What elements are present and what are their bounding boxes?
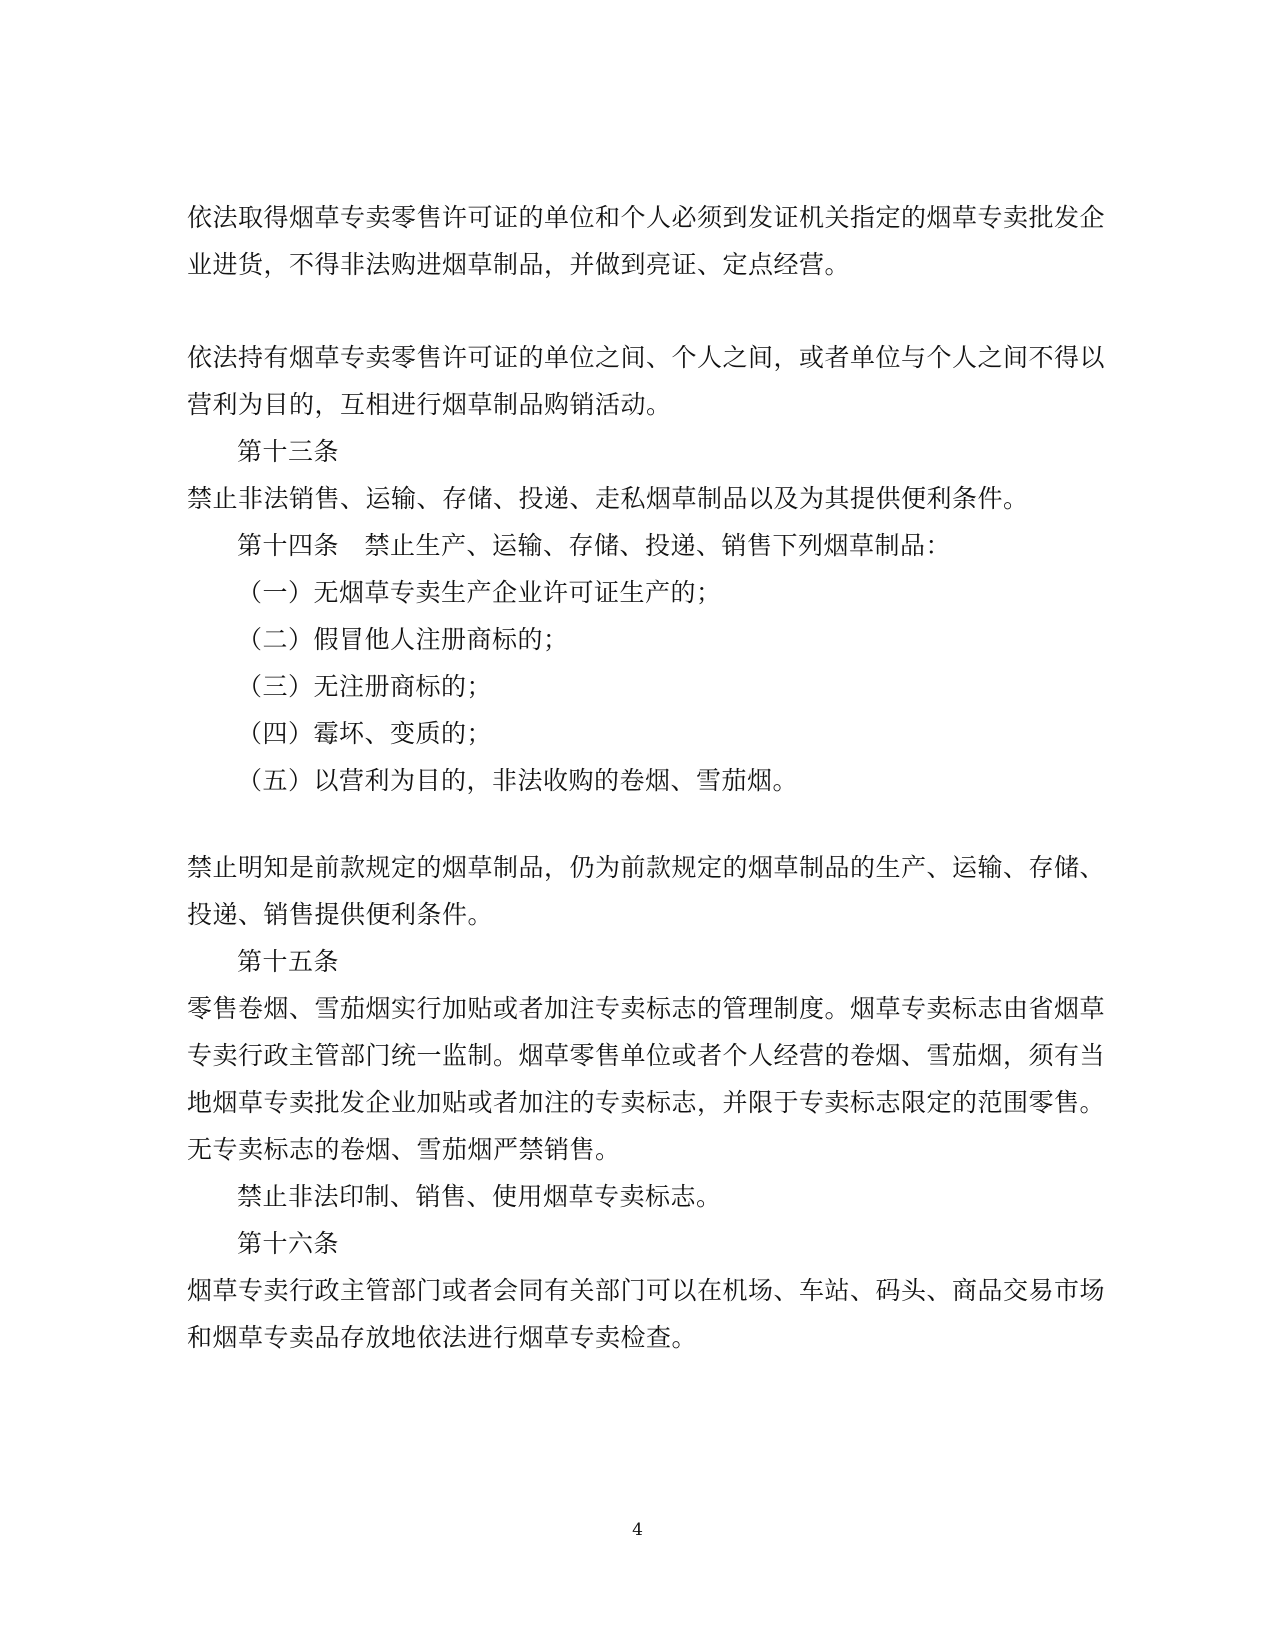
- paragraph-line: 依法取得烟草专卖零售许可证的单位和个人必须到发证机关指定的烟草专卖批发企: [187, 203, 1106, 232]
- article-heading: 第十四条 禁止生产、运输、存储、投递、销售下列烟草制品：: [237, 531, 952, 560]
- list-item: （三）无注册商标的；: [237, 672, 493, 701]
- paragraph-line: 地烟草专卖批发企业加贴或者加注的专卖标志，并限于专卖标志限定的范围零售。: [187, 1088, 1106, 1117]
- paragraph-line: 依法持有烟草专卖零售许可证的单位之间、个人之间，或者单位与个人之间不得以: [187, 343, 1106, 372]
- article-heading: 第十六条: [237, 1229, 340, 1258]
- article-heading: 第十五条: [237, 947, 340, 976]
- paragraph-line: 和烟草专卖品存放地依法进行烟草专卖检查。: [187, 1323, 698, 1352]
- paragraph-line: 专卖行政主管部门统一监制。烟草零售单位或者个人经营的卷烟、雪茄烟，须有当: [187, 1041, 1106, 1070]
- paragraph-line: 营利为目的，互相进行烟草制品购销活动。: [187, 390, 672, 419]
- paragraph-line: 零售卷烟、雪茄烟实行加贴或者加注专卖标志的管理制度。烟草专卖标志由省烟草: [187, 994, 1106, 1023]
- article-heading: 第十三条: [237, 437, 340, 466]
- paragraph-line: 禁止非法印制、销售、使用烟草专卖标志。: [237, 1182, 722, 1211]
- page-number: 4: [632, 1520, 643, 1540]
- list-item: （四）霉坏、变质的；: [237, 719, 493, 748]
- paragraph-line: 禁止非法销售、运输、存储、投递、走私烟草制品以及为其提供便利条件。: [187, 484, 1029, 513]
- paragraph-line: 禁止明知是前款规定的烟草制品，仍为前款规定的烟草制品的生产、运输、存储、: [187, 853, 1106, 882]
- list-item: （二）假冒他人注册商标的；: [237, 625, 569, 654]
- list-item: （五）以营利为目的，非法收购的卷烟、雪茄烟。: [237, 766, 799, 795]
- paragraph-line: 投递、销售提供便利条件。: [187, 900, 494, 929]
- paragraph-line: 业进货，不得非法购进烟草制品，并做到亮证、定点经营。: [187, 250, 851, 279]
- list-item: （一）无烟草专卖生产企业许可证生产的；: [237, 578, 722, 607]
- paragraph-line: 烟草专卖行政主管部门或者会同有关部门可以在机场、车站、码头、商品交易市场: [187, 1276, 1106, 1305]
- paragraph-line: 无专卖标志的卷烟、雪茄烟严禁销售。: [187, 1135, 621, 1164]
